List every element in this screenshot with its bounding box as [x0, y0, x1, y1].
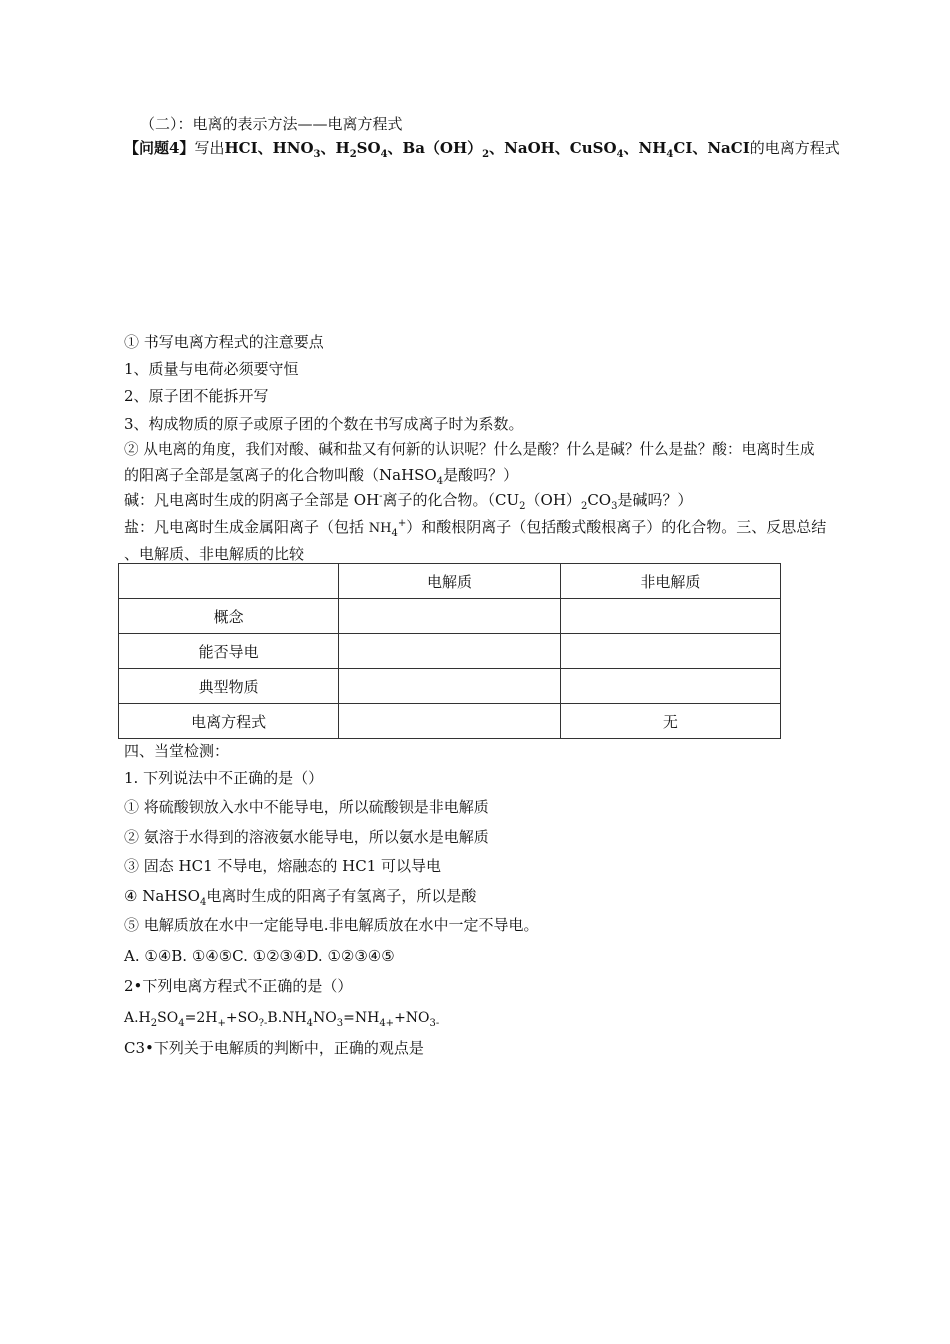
table-header-cell [119, 564, 339, 599]
table-header-row [119, 564, 781, 599]
q4-text: 写出 [194, 139, 225, 157]
q4-formula: CI、NaCI [673, 139, 750, 157]
salt-definition [124, 517, 826, 539]
q2-sub: 4 [306, 1017, 313, 1029]
option-text: ④ NaHSO [124, 887, 200, 905]
quiz-question-2: 2•下列电离方程式不正确的是（） [124, 977, 353, 995]
base-sub: 3 [611, 501, 618, 512]
acid-text: 的阳离子全部是氢离子的化合物叫酸（NaHSO [124, 466, 437, 484]
q4-sub: 2 [349, 149, 357, 160]
base-text: CO [587, 491, 612, 509]
quiz-q1-option-4 [124, 886, 476, 906]
quiz-section-title: 四、当堂检测： [124, 742, 230, 760]
base-sub: 2 [519, 501, 526, 512]
notes-item-2: 2、原子团不能拆开写 [124, 387, 269, 405]
q2-text: +SO [225, 1010, 259, 1026]
base-sup: - [379, 491, 383, 502]
base-text: 碱：凡电离时生成的阴离子全部是 OH [124, 491, 380, 509]
quiz-q1-choices: A. ①④B. ①④⑤C. ①②③④D. ①②③④⑤ [124, 947, 395, 965]
q4-tail: 的电离方程式 [749, 139, 840, 157]
quiz-question-1: 1. 下列说法中不正确的是（） [124, 769, 324, 787]
quiz-q2-options [124, 1008, 439, 1028]
salt-sup: + [397, 518, 407, 529]
salt-text: ）和酸根阴离子（包括酸式酸根离子）的化合物。三、反思总结 [406, 518, 827, 536]
q2-sub: ?- [258, 1017, 268, 1029]
table-cell [560, 669, 780, 704]
table-header-cell: 非电解质 [560, 564, 780, 599]
table-row-label: 概念 [119, 599, 339, 634]
salt-formula: NH [368, 521, 392, 536]
q4-sub: 2 [482, 149, 490, 160]
q2-text: SO [157, 1010, 179, 1026]
table-cell: 无 [560, 704, 780, 739]
q4-formula: 、NaOH、CuSO [489, 139, 617, 157]
base-sub: 2 [580, 501, 588, 512]
q2-text: +NO [394, 1010, 430, 1026]
table-cell [339, 599, 560, 634]
q2-sub: 3 [336, 1017, 344, 1029]
quiz-q1-option-1: ① 将硫酸钡放入水中不能导电，所以硫酸钡是非电解质 [124, 798, 489, 816]
table-cell [339, 669, 560, 704]
comparison-table [118, 563, 781, 739]
question-4 [124, 138, 840, 158]
q2-text: B.NH [267, 1010, 307, 1026]
acid-sub: 4 [436, 476, 444, 487]
table-row-label: 典型物质 [119, 669, 339, 704]
quiz-q1-option-5: ⑤ 电解质放在水中一定能导电.非电解质放在水中一定不导电。 [124, 916, 539, 934]
table-row-label: 电离方程式 [119, 704, 339, 739]
table-cell [339, 704, 560, 739]
acid-text: 是酸吗？） [443, 466, 519, 484]
q2-sub: 4 [178, 1017, 185, 1029]
table-cell [560, 634, 780, 669]
base-text: （OH） [525, 491, 581, 509]
q2-text: NO [313, 1010, 337, 1026]
q2-sub: 4+ [379, 1017, 395, 1029]
base-text: 离子的化合物。（CU [382, 491, 520, 509]
q4-formula: SO [356, 139, 381, 157]
salt-sub: 4 [391, 528, 398, 539]
comparison-title: 、电解质、非电解质的比较 [124, 545, 305, 563]
q2-sub: 3- [429, 1017, 440, 1029]
q4-sub: 4 [666, 149, 674, 160]
notes-item-1: 1、质量与电荷必须要守恒 [124, 360, 299, 378]
q4-sub: 3 [313, 149, 321, 160]
table-row [119, 669, 781, 704]
table-row-label: 能否导电 [119, 634, 339, 669]
notes-item-3: 3、构成物质的原子或原子团的个数在书写成离子时为系数。 [124, 415, 524, 433]
q4-formula: 、NH [623, 139, 667, 157]
acid-definition-line-2 [124, 465, 518, 485]
option-sub: 4 [199, 897, 207, 908]
table-row [119, 599, 781, 634]
quiz-q1-option-3: ③ 固态 HC1 不导电，熔融态的 HC1 可以导电 [124, 857, 442, 875]
acid-definition-line-1: ② 从电离的角度，我们对酸、碱和盐又有何新的认识呢？什么是酸？什么是碱？什么是盐？酸：电离时生成 [124, 441, 815, 458]
base-definition [124, 490, 692, 510]
table-row [119, 634, 781, 669]
quiz-q1-option-2: ② 氨溶于水得到的溶液氨水能导电，所以氨水是电解质 [124, 828, 489, 846]
table-header-cell: 电解质 [339, 564, 560, 599]
q4-formula: 、H [320, 139, 350, 157]
table-cell [560, 599, 780, 634]
q4-prefix: 【问题4】 [124, 139, 195, 157]
notes-heading: ① 书写电离方程式的注意要点 [124, 333, 324, 351]
quiz-question-3: C3•下列关于电解质的判断中，正确的观点是 [124, 1039, 424, 1057]
table-row [119, 704, 781, 739]
option-text: 电离时生成的阳离子有氢离子，所以是酸 [206, 887, 477, 905]
q4-sub: 4 [616, 149, 624, 160]
q4-formula: 、Ba（OH） [387, 139, 483, 157]
base-text: 是碱吗？） [617, 491, 693, 509]
q2-sub: + [217, 1017, 226, 1029]
q4-formula: HCI、HNO [224, 139, 314, 157]
section-title: （二）：电离的表示方法——电离方程式 [140, 115, 403, 133]
q4-sub: 4 [380, 149, 388, 160]
q2-text: =2H [184, 1010, 218, 1026]
q2-text: =NH [343, 1010, 380, 1026]
table-cell [339, 634, 560, 669]
q2-sub: 2 [150, 1017, 158, 1029]
salt-text: 盐：凡电离时生成金属阳离子（包括 [124, 518, 369, 536]
q2-text: A.H [124, 1010, 151, 1026]
